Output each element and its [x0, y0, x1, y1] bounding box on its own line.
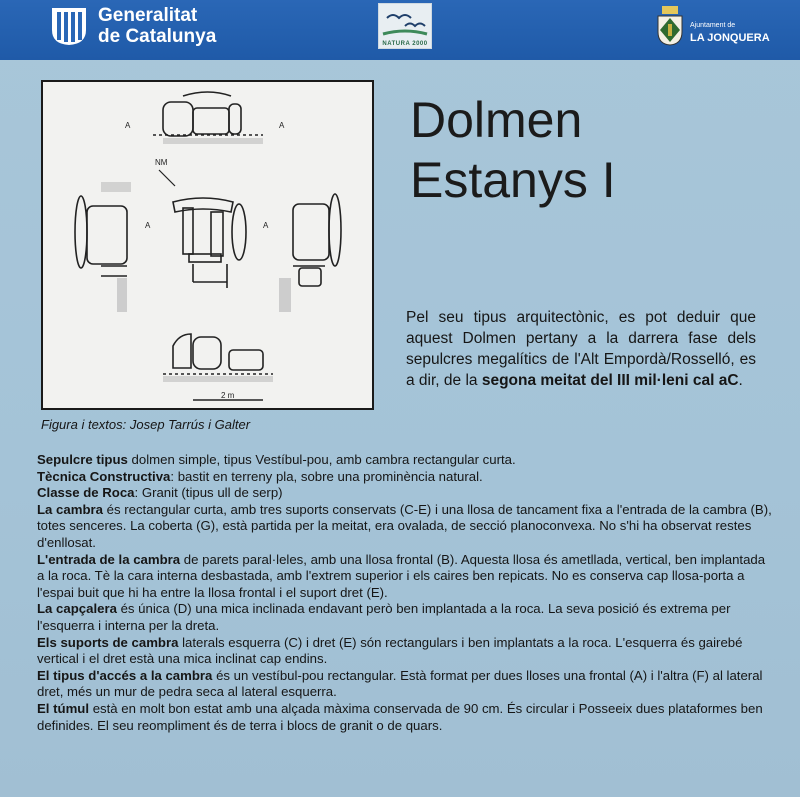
- title-line-2: Estanys I: [410, 152, 616, 208]
- section-rock: [37, 485, 773, 502]
- town-prefix: Ajuntament de: [690, 22, 736, 29]
- section-label: La cambra: [37, 501, 103, 517]
- intro-end: .: [738, 372, 743, 389]
- section-label: Els suports de cambra: [37, 634, 179, 650]
- label-a-top-right: A: [279, 121, 285, 130]
- section-tumulus: [37, 701, 773, 734]
- label-scale: 2 m: [221, 391, 235, 400]
- section-label: L'entrada de la cambra: [37, 551, 181, 567]
- section-label: Sepulcre tipus: [37, 452, 128, 467]
- town-shield-icon: [656, 4, 684, 46]
- section-label: Tècnica Constructiva: [37, 468, 171, 484]
- section-label: La capçalera: [37, 601, 117, 617]
- section-entrance: [37, 552, 773, 602]
- section-text: és única (D) una mica inclinada endavant però ben implantada a la roca. La seva posició és extrema per l'esquerra i interna per la dreta.: [37, 601, 731, 633]
- natura-2000-logo: [378, 3, 432, 49]
- section-chamber: [37, 502, 773, 552]
- org-line-2: de Catalunya: [98, 26, 217, 47]
- label-a-top-left: A: [125, 121, 131, 130]
- dolmen-plan-figure: [41, 80, 374, 410]
- intro-text: Pel seu tipus arquitectònic, es pot deduir que aquest Dolmen pertany a la darrera fase dels sepulcres megalítics de l'Alt Empordà/Rosselló, es a dir, de la: [406, 309, 756, 389]
- intro-paragraph: [406, 307, 756, 391]
- section-technique: [37, 469, 773, 486]
- org-line-1: Generalitat: [98, 5, 198, 26]
- header-bar: [0, 0, 800, 60]
- page-title: [410, 90, 616, 210]
- natura-label: NATURA 2000: [382, 41, 428, 47]
- section-supports: [37, 635, 773, 668]
- dolmen-drawing: [43, 82, 372, 408]
- section-text: és un vestíbul-pou rectangular. Està format per dues lloses una frontal (A) i l'altra (F) al lateral dret, més un mur de pedra seca al lateral esquerra.: [37, 667, 763, 700]
- section-text: de parets paral·leles, amb una llosa frontal (B). Aquesta llosa és ametllada, vertical, ben implantada a la roca. Tè la cara interna desbastada, amb l'extrem superior i els caires ben repicats. No es conserva cap llosa-porta a l'espai buit que hi ha entre la llosa frontal i el suport dret (E).: [37, 551, 766, 600]
- section-text: : bastit en terreny pla, sobre una prominència natural.: [170, 468, 483, 484]
- label-a-mid-left: A: [145, 221, 151, 230]
- section-text: dolmen simple, tipus Vestíbul-pou, amb cambra rectangular curta.: [127, 452, 516, 467]
- description-body: [37, 452, 773, 734]
- title-line-1: Dolmen: [410, 92, 583, 148]
- section-text: : Granit (tipus ull de serp): [134, 485, 283, 501]
- section-type: [37, 452, 773, 469]
- intro-bold: segona meitat del III mil·leni cal aC: [481, 372, 739, 389]
- generalitat-logo: [50, 6, 88, 46]
- section-text: laterals esquerra (C) i dret (E) són rectangulars i ben implantats a la roca. L'esquerra és gairebé vertical i el dret està una mica inclinat cap endins.: [37, 634, 743, 667]
- generalitat-name: [98, 5, 216, 47]
- section-text: és rectangular curta, amb tres suports conservats (C-E) i una llosa de tancament fixa a l'entrada de la cambra (B), totes senceres. La coberta (G), està partida per la meitat, era ovalada, de secció planoconvexa. No s'hi ha observat restes d'enllosat.: [37, 501, 772, 550]
- section-label: El tipus d'accés a la cambra: [37, 667, 213, 683]
- label-nm: NM: [155, 158, 168, 167]
- section-access: [37, 668, 773, 701]
- label-a-mid-right: A: [263, 221, 269, 230]
- birds-icon: [379, 4, 431, 40]
- figure-caption: Figura i textos: Josep Tarrús i Galter: [41, 417, 251, 432]
- town-name: LA JONQUERA: [690, 32, 770, 44]
- section-label: Classe de Roca: [37, 485, 135, 501]
- section-label: El túmul: [37, 700, 90, 716]
- section-headstone: [37, 601, 773, 634]
- section-text: està en molt bon estat amb una alçada màxima conservada de 90 cm. És circular i Posseeix dues plataformes ben definides. El seu reompliment és de terra i blocs de granit o de quars.: [37, 700, 763, 733]
- north-arrow-icon: [159, 170, 175, 186]
